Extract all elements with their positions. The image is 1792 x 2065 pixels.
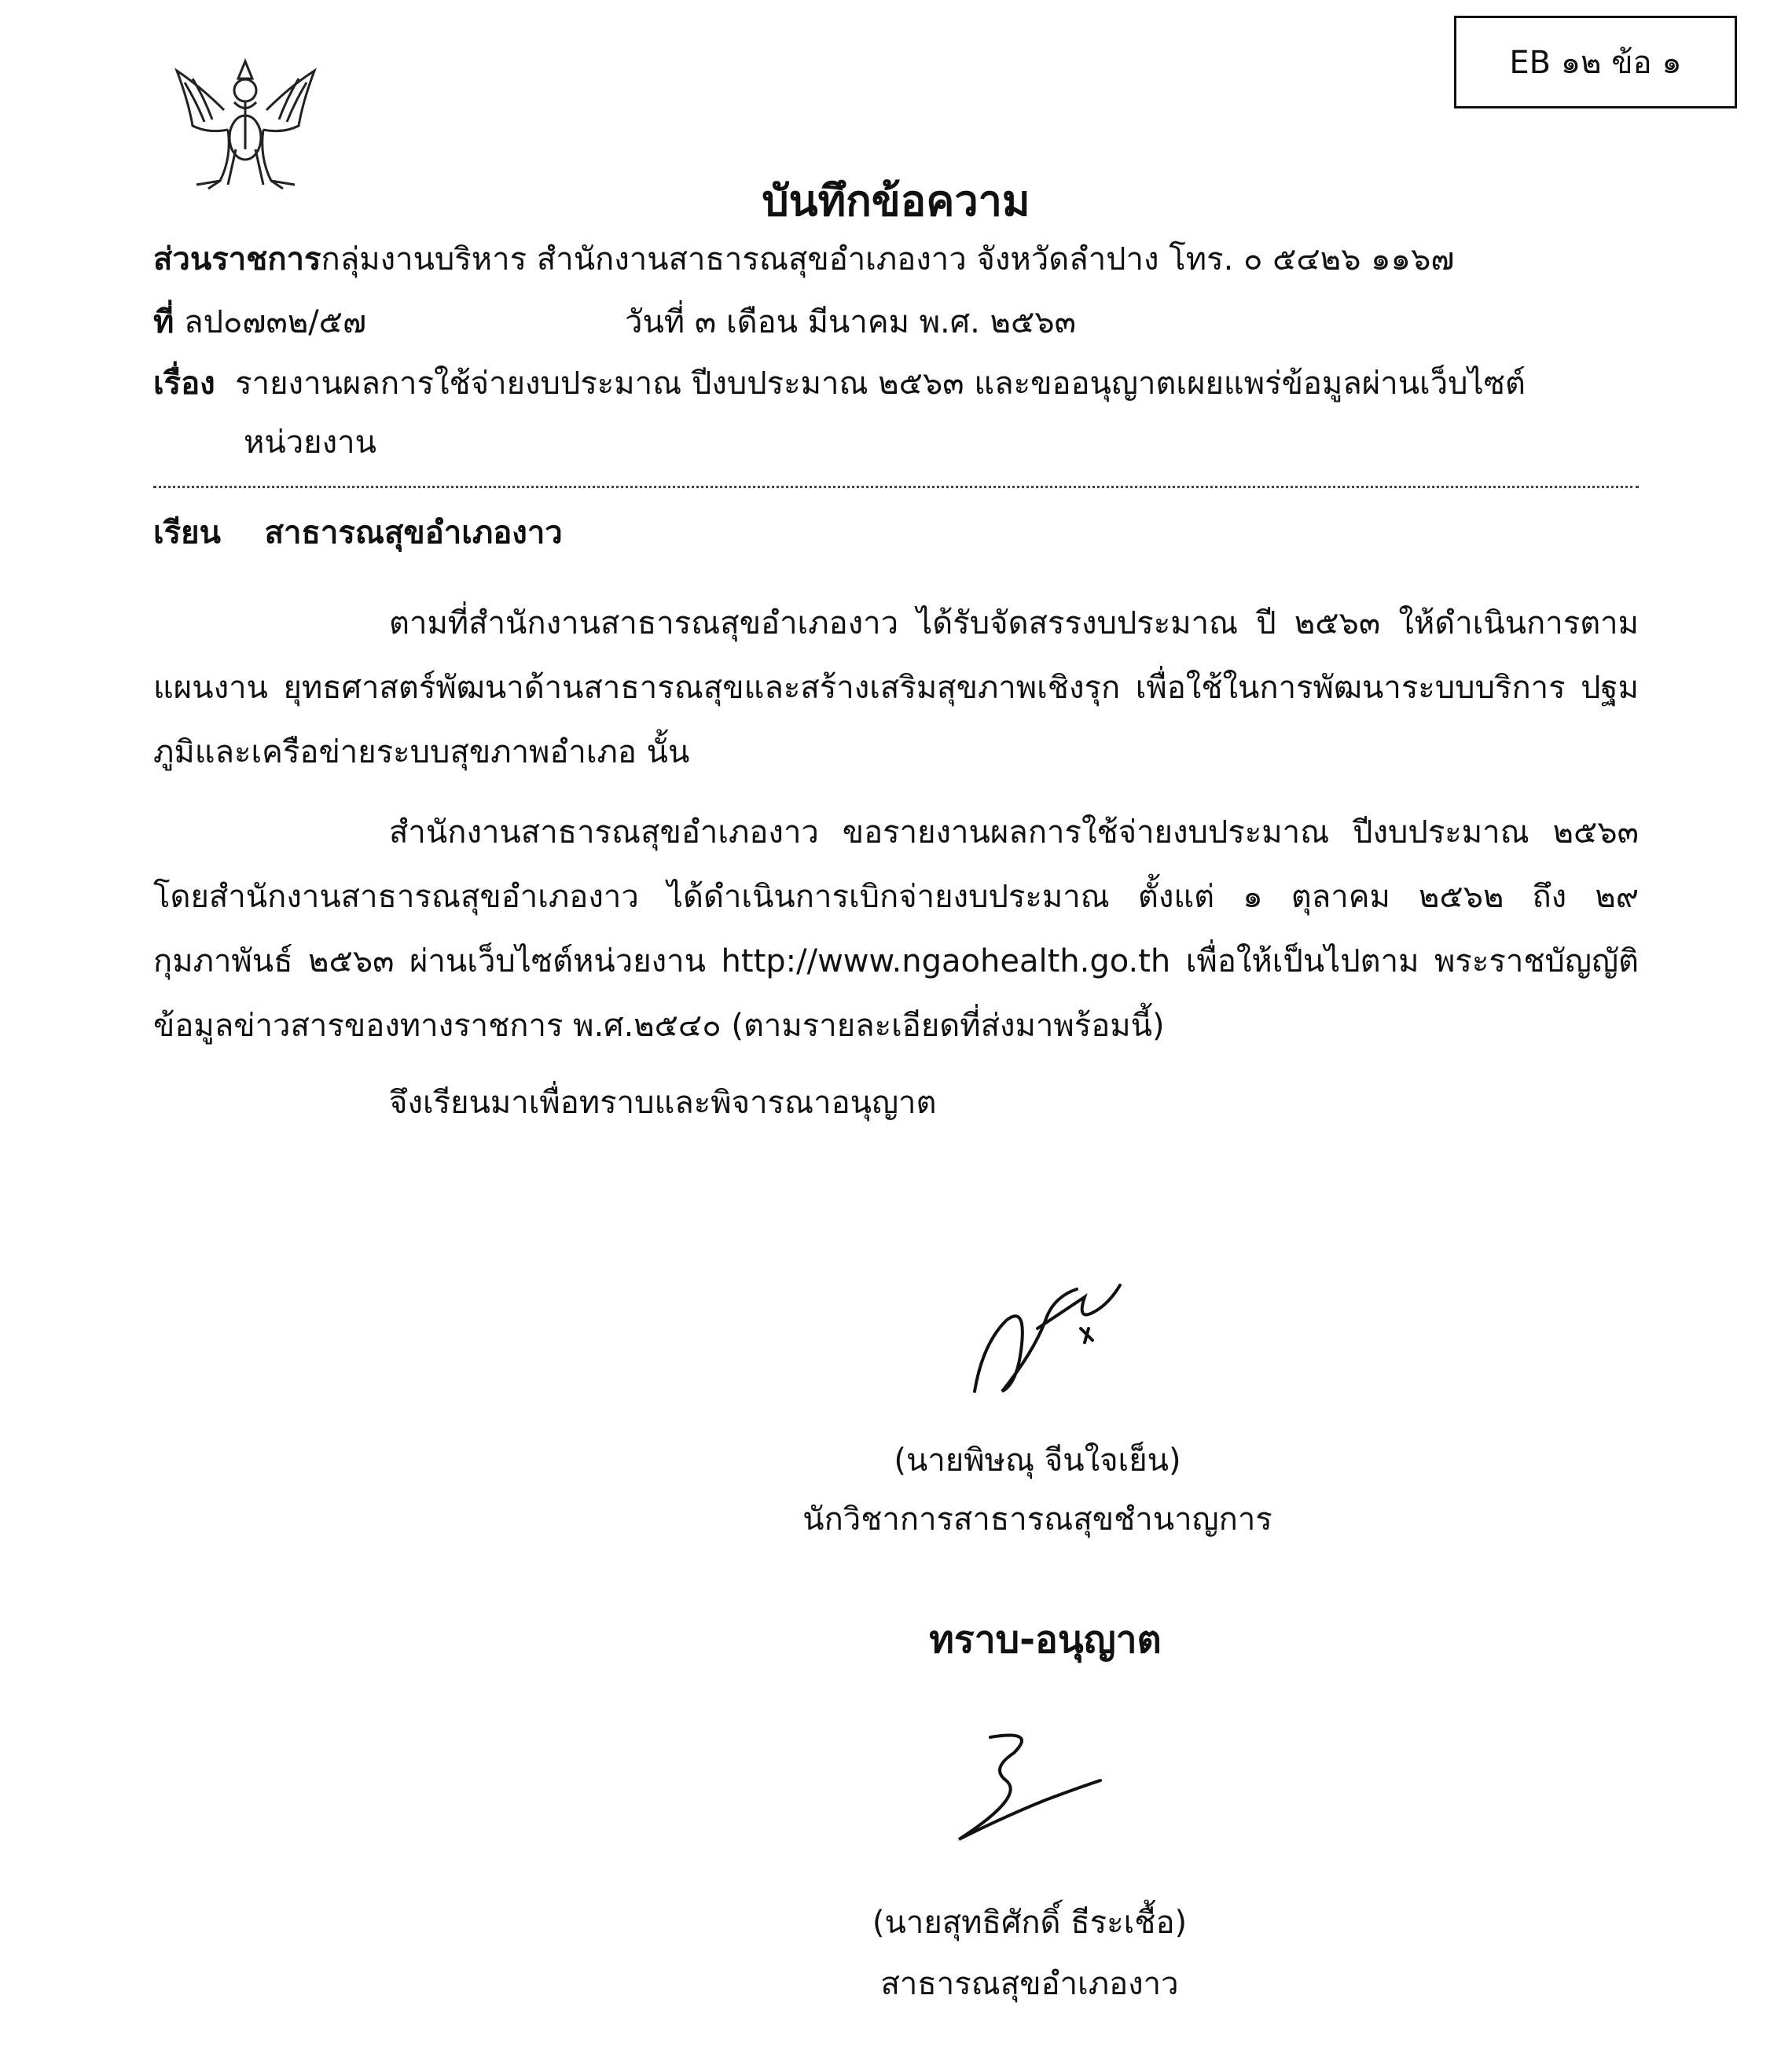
- body-paragraph-2: สำนักงานสาธารณสุขอำเภองาว ขอรายงานผลการใช้จ่ายงบประมาณ ปีงบประมาณ ๒๕๖๓ โดยสำนักงานสาธารณสุขอำเภองาว ได้ดำเนินการเบิกจ่ายงบประมาณ ตั้งแต่ ๑ ตุลาคม ๒๕๖๒ ถึง ๒๙ กุมภาพันธ์ ๒๕๖๓ ผ่านเว็บไซต์หน่วยงาน http://www.ngaohealth.go.th เพื่อให้เป็นไปตาม พระราชบัญญัติข้อมูลข่าวสารของทางราชการ พ.ศ.๒๕๔๐ (ตามรายละเอียดที่ส่งมาพร้อมนี้): [153, 814, 1639, 1044]
- document-code-box: [1454, 16, 1737, 108]
- department-value: กลุ่มงานบริหาร สำนักงานสาธารณสุขอำเภองาว จังหวัดลำปาง โทร. ๐ ๕๔๒๖ ๑๑๖๗: [321, 241, 1455, 277]
- divider: [153, 486, 1639, 488]
- approver-name: (นายสุทธิศักดิ์ ธีระเชื้อ): [872, 1905, 1188, 1941]
- body-paragraph-3: จึงเรียนมาเพื่อทราบและพิจารณาอนุญาต: [389, 1085, 937, 1121]
- page-title: บันทึกข้อความ: [762, 176, 1030, 226]
- document-code: EB ๑๒ ข้อ ๑: [1509, 45, 1682, 81]
- body-paragraph-1: ตามที่สำนักงานสาธารณสุขอำเภองาว ได้รับจัดสรรงบประมาณ ปี ๒๕๖๓ ให้ดำเนินการตาม แผนงาน ยุทธศาสตร์พัฒนาด้านสาธารณสุขและสร้างเสริมสุขภาพเชิงรุก เพื่อใช้ในการพัฒนาระบบบริการ ปฐมภูมิและเครือข่ายระบบสุขภาพอำเภอ นั้น: [153, 605, 1639, 770]
- date-line: วันที่ ๓ เดือน มีนาคม พ.ศ. ๒๕๖๓: [625, 304, 1076, 340]
- sender-name: (นายพิษณุ จีนใจเย็น): [894, 1442, 1181, 1479]
- department-line: [153, 237, 1454, 281]
- approver-position: สาธารณสุขอำเภองาว: [880, 1966, 1179, 2002]
- reference-label: ที่: [153, 304, 174, 340]
- reference-line: [153, 300, 366, 344]
- addressee-line: [153, 511, 563, 555]
- sender-signature-icon: [959, 1273, 1132, 1411]
- sender-position: นักวิชาการสาธารณสุขชำนาญการ: [802, 1501, 1272, 1538]
- reference-value: ลป๐๗๓๒/๕๗: [184, 304, 367, 340]
- addressee-label: เรียน: [153, 515, 221, 551]
- subject-line: [153, 362, 1526, 406]
- addressee-value: สาธารณสุขอำเภองาว: [264, 515, 563, 551]
- approval-text: ทราบ-อนุญาต: [929, 1618, 1162, 1662]
- subject-continuation: หน่วยงาน: [244, 424, 376, 461]
- subject-label: เรื่อง: [153, 366, 215, 402]
- department-label: ส่วนราชการ: [153, 241, 321, 277]
- approver-signature-icon: [943, 1721, 1116, 1847]
- subject-value: รายงานผลการใช้จ่ายงบประมาณ ปีงบประมาณ ๒๕๖๓ และขออนุญาตเผยแพร่ข้อมูลผ่านเว็บไซต์: [235, 366, 1526, 402]
